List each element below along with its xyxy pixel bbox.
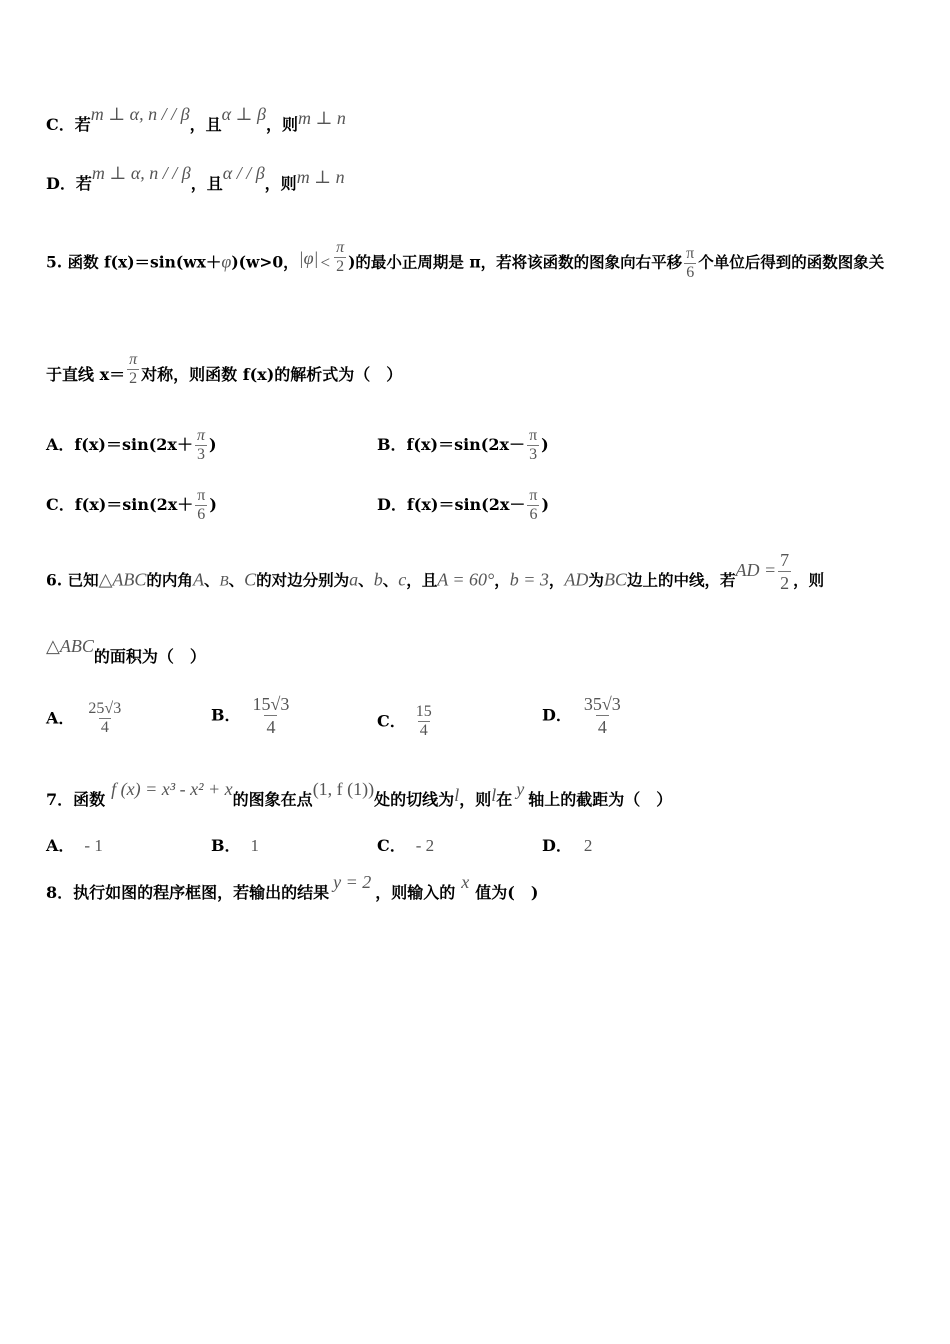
q5-pi6-num: π [686,245,695,262]
q5-b-frac [527,427,539,464]
q5-abs-phi: |φ| [298,247,319,268]
q5-a-frac [195,427,207,464]
q6-ADeq: AD = [735,559,777,580]
q7-t4: ，则 [459,790,492,809]
q5-c-num: π [197,487,206,504]
q6-stem-line2 [46,636,206,667]
q6-tri: △ABC [98,569,147,590]
q5-option-c[interactable] [46,487,217,524]
q4-option-d [46,163,345,194]
q4-option-c [46,104,346,135]
q6-stem-line1 [46,550,825,604]
q5-lt: < [320,252,331,272]
q5-a-num: π [196,427,205,444]
q7-option-c[interactable] [377,836,434,856]
q6-comma-1: ， [494,570,510,590]
q5-text-2: )(w>0， [231,252,299,272]
q7-a-label: A． [46,836,75,855]
q8-y2: y = 2 [333,872,372,892]
q5-b-close: ) [541,435,549,454]
q5-stem-line1 [46,239,885,282]
q5-line2-num: π [129,351,138,368]
q6-sep-3: 、 [358,570,374,590]
q5-option-a[interactable] [46,427,217,464]
q8-t1: 8．执行如图的程序框图，若输出的结果 [46,883,330,902]
q7-option-b[interactable] [211,836,259,856]
q5-line2-a: 于直线 x＝ [46,365,126,384]
q7-c-value: - 2 [415,836,435,855]
q6-line2-tri: △ABC [46,636,94,656]
q5-d-den: 6 [529,506,538,523]
q4-c-and: ，且 [189,115,222,134]
q5-option-d[interactable] [377,487,549,524]
q6-AD: AD [564,569,589,590]
q5-b-num: π [529,427,538,444]
q6-b-frac [251,693,292,738]
q5-phi: φ [221,251,232,272]
q4-c-math-2: α ⊥ β [221,104,266,124]
q6-b3: b = 3 [509,569,549,590]
q6-BC: BC [603,569,627,590]
q4-d-math-1: m ⊥ α, n / / β [91,163,191,183]
q7-b-value: 1 [250,836,260,855]
q5-c-frac [195,487,207,524]
q7-func: f (x) = x³ - x² + x [111,779,233,799]
q6-a-num: 25√3 [88,700,122,717]
q4-c-math-3: m ⊥ n [297,108,346,128]
q5-b-label: B．f(x)＝sin(2x－ [377,435,526,454]
q6-comma-2: ， [548,570,565,590]
q7-t3: 处的切线为 [374,790,455,809]
q6-a-den: 4 [100,719,109,736]
q6-option-c[interactable] [377,703,436,740]
q7-option-a[interactable] [46,836,103,856]
q7-t6: 轴上的截距为（ ） [528,790,673,809]
q7-stem [46,779,673,810]
q5-d-label: D．f(x)＝sin(2x－ [377,495,526,514]
q6-b-den: 4 [266,717,276,737]
q6-A60: A = 60° [437,569,495,590]
q6-sep-4: 、 [382,570,399,590]
q6-a: a [349,569,359,590]
q5-d-num: π [529,487,538,504]
q7-t5: 在 [496,790,513,809]
q6-b-label: B． [211,705,241,725]
q6-d-num: 35√3 [583,694,621,714]
q6-t5: 为 [588,570,604,590]
q6-d-den: 4 [597,717,607,737]
q6-line2-text: 的面积为（ ） [93,647,206,666]
q5-line2-frac [127,351,139,388]
q4-c-then: ，则 [265,115,298,134]
q7-b-label: B． [211,836,241,855]
q6-sep-2: 、 [228,570,245,590]
q4-d-and: ，且 [190,174,223,193]
q6-t6: 边上的中线，若 [626,570,736,590]
q6-t4: ，且 [406,570,438,590]
q7-y: y [516,779,525,799]
q6-c-frac [414,703,434,740]
q5-text-3: )的最小正周期是 π，若将该函数的图象向右平移 [348,252,683,272]
q8-t2: ，则输入的 [375,883,456,902]
q5-a-label: A．f(x)＝sin(2x＋ [46,435,193,454]
q7-d-value: 2 [583,836,593,855]
q5-text-1: 5. 函数 f(x)＝sin(wx＋ [46,252,222,272]
q6-t3: 的对边分别为 [256,570,350,590]
q6-C: C [244,569,257,590]
q5-c-den: 6 [197,506,206,523]
q6-ad-den: 2 [780,573,790,593]
q4-d-math-3: m ⊥ n [296,167,345,187]
q6-option-b[interactable] [211,693,293,738]
q6-d-frac [582,693,623,738]
q5-pi-over-2 [334,239,346,276]
q6-ad-num: 7 [780,550,790,570]
q5-d-close: ) [541,495,550,514]
q6-t1: 6. 已知 [46,570,99,590]
q6-t7: ，则 [793,570,825,590]
q4-d-math-2: α / / β [222,163,265,183]
q6-A: A [192,569,204,590]
q5-stem-line2 [46,351,403,394]
q7-l2: l [491,785,497,805]
q4-c-label: C．若 [46,115,91,134]
q7-a-value: - 1 [84,836,103,855]
q4-d-then: ，则 [264,174,297,193]
q5-a-close: ) [208,435,217,454]
q6-option-d[interactable] [542,693,625,738]
q4-d-label: D．若 [46,174,92,193]
q5-pi2-den: 2 [336,258,345,275]
q6-a-frac [86,700,123,737]
q6-b: b [373,569,383,590]
q5-a-den: 3 [196,446,205,463]
q5-line2-b: 对称，则函数 f(x)的解析式为（ ） [141,365,403,384]
q6-sep-1: 、 [203,570,220,590]
q7-point: (1, f (1)) [312,779,375,799]
q7-d-label: D． [542,836,572,855]
q6-c-den: 4 [419,722,428,739]
q5-line2-den: 2 [129,370,138,387]
q6-B: B [219,573,229,590]
q5-pi6-den: 6 [686,264,695,281]
q6-b-num: 15√3 [252,694,290,714]
q7-c-label: C． [377,836,406,855]
q4-c-math-1: m ⊥ α, n / / β [90,104,190,124]
q6-c-num: 15 [415,703,432,720]
q5-b-den: 3 [529,446,538,463]
q5-option-b[interactable] [377,427,549,464]
q6-c-label: C． [377,711,406,731]
q7-l: l [454,785,460,805]
q5-pi-over-6 [684,245,696,282]
q6-d-label: D． [542,705,572,725]
q7-option-d[interactable] [542,836,592,856]
q8-x: x [461,872,470,892]
q5-d-frac [527,487,539,524]
q6-c: c [398,569,407,590]
q6-a-label: A． [46,708,75,728]
q6-t2: 的内角 [146,570,193,590]
q7-t2: 的图象在点 [232,790,313,809]
q8-t3: 值为( ) [475,883,539,902]
q6-ad-frac [778,549,791,594]
q5-c-close: ) [209,495,217,514]
q5-pi2-num: π [336,239,345,256]
q7-t1: 7．函数 [46,790,106,809]
q8-stem [46,872,539,903]
q6-option-a[interactable] [46,700,125,737]
q5-text-4: 个单位后得到的函数图象关 [698,252,885,272]
q5-c-label: C．f(x)＝sin(2x＋ [46,495,194,514]
